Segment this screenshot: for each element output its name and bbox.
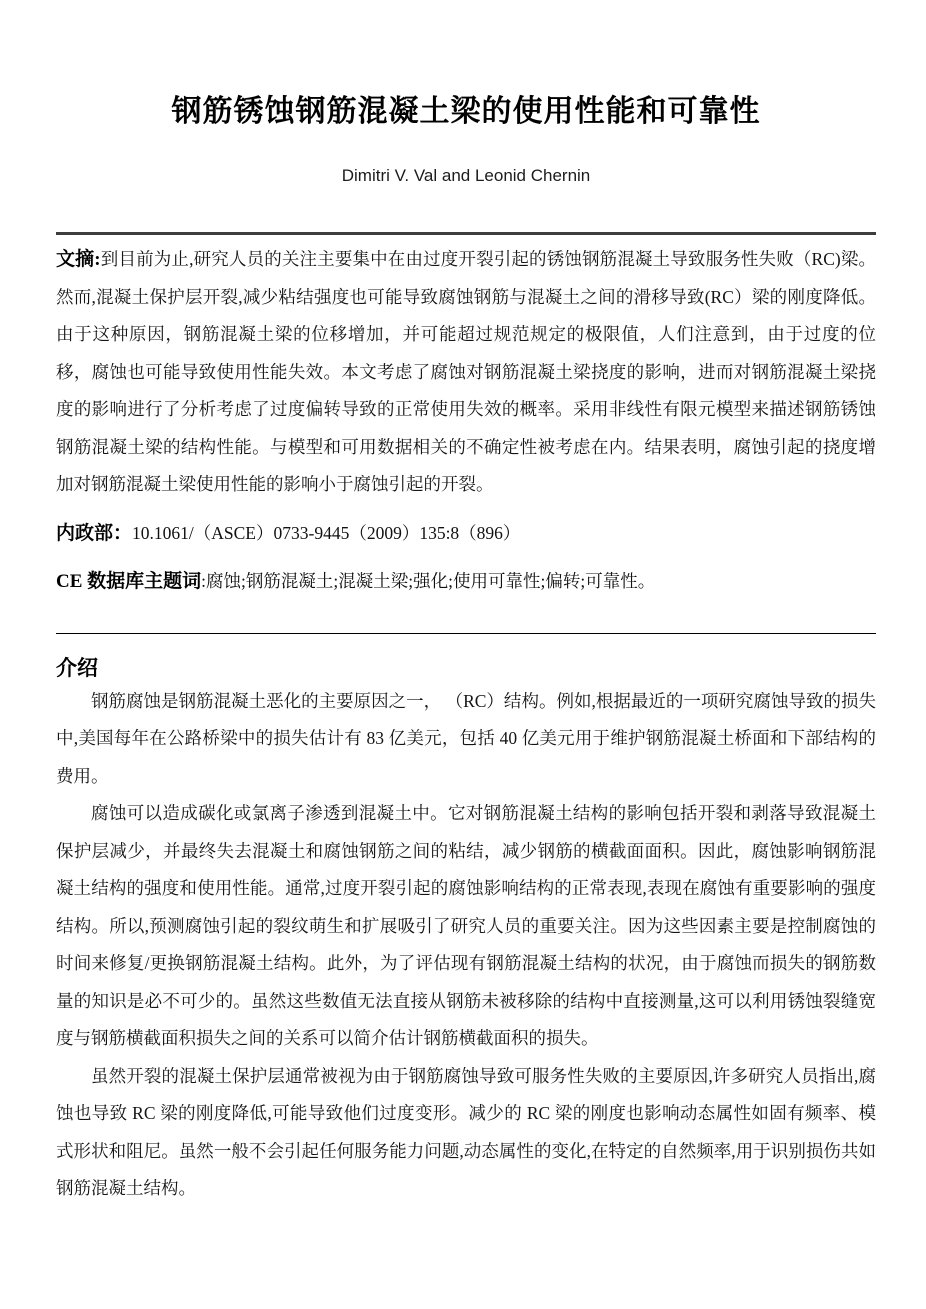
divider-top: [56, 232, 876, 235]
introduction-paragraph: 腐蚀可以造成碳化或氯离子渗透到混凝土中。它对钢筋混凝土结构的影响包括开裂和剥落导致混凝土保护层减少，并最终失去混凝土和腐蚀钢筋之间的粘结，减少钢筋的横截面面积。因此，腐蚀影响钢筋混凝土结构的强度和使用性能。通常,过度开裂引起的腐蚀影响结构的正常表现,表现在腐蚀有重要影响的强度结构。所以,预测腐蚀引起的裂纹萌生和扩展吸引了研究人员的重要关注。因为这些因素主要是控制腐蚀的时间来修复/更换钢筋混凝土结构。此外，为了评估现有钢筋混凝土结构的状况，由于腐蚀而损失的钢筋数量的知识是必不可少的。虽然这些数值无法直接从钢筋未被移除的结构中直接测量,这可以利用锈蚀裂缝宽度与钢筋横截面积损失之间的关系可以简介估计钢筋横截面积的损失。: [56, 803, 876, 1049]
paper-title: 钢筋锈蚀钢筋混凝土梁的使用性能和可靠性: [171, 95, 761, 128]
abstract-text: 到目前为止,研究人员的关注主要集中在由过度开裂引起的锈蚀钢筋混凝土导致服务性失败（RC)梁。然而,混凝土保护层开裂,减少粘结强度也可能导致腐蚀钢筋与混凝土之间的滑移导致(RC）梁的刚度降低。由于这种原因，钢筋混凝土梁的位移增加，并可能超过规范规定的极限值，人们注意到，由于过度的位移，腐蚀也可能导致使用性能失效。本文考虑了腐蚀对钢筋混凝土梁挠度的影响，进而对钢筋混凝土梁挠度的影响进行了分析考虑了过度偏转导致的正常使用失效的概率。采用非线性有限元模型来描述钢筋锈蚀钢筋混凝土梁的结构性能。与模型和可用数据相关的不确定性被考虑在内。结果表明，腐蚀引起的挠度增加对钢筋混凝土梁使用性能的影响小于腐蚀引起的开裂。: [56, 249, 876, 494]
subject-headings-value: :腐蚀;钢筋混凝土;混凝土梁;强化;使用可靠性;偏转;可靠性。: [201, 571, 656, 591]
abstract-paragraph: [56, 241, 876, 504]
doi-label: 内政部：: [56, 522, 133, 544]
subject-headings-label: CE 数据库主题词: [56, 571, 202, 592]
divider-section: [56, 633, 876, 634]
subject-headings-line: [56, 563, 876, 601]
introduction-paragraph: 虽然开裂的混凝土保护层通常被视为由于钢筋腐蚀导致可服务性失败的主要原因,许多研究人员指出,腐蚀也导致 RC 梁的刚度降低,可能导致他们过度变形。减少的 RC 梁的刚度也影响动态属性如固有频率、模式形状和阻尼。虽然一般不会引起任何服务能力问题,动态属性的变化,在特定的自然频率,用于识别损伤共如钢筋混凝土结构。: [56, 1065, 876, 1199]
doi-line: [56, 515, 876, 553]
introduction-paragraph: 钢筋腐蚀是钢筋混凝土恶化的主要原因之一， （RC）结构。例如,根据最近的一项研究腐蚀导致的损失中,美国每年在公路桥梁中的损失估计有 83 亿美元，包括 40 亿美元用于维护钢筋混凝土桥面和下部结构的费用。: [56, 690, 876, 786]
doi-value: 10.1061/（ASCE）0733-9445（2009）135:8（896）: [132, 522, 521, 543]
introduction-heading: 介绍: [56, 655, 98, 680]
abstract-label: 文摘:: [56, 249, 101, 270]
paper-authors: Dimitri V. Val and Leonid Chernin: [341, 166, 591, 185]
